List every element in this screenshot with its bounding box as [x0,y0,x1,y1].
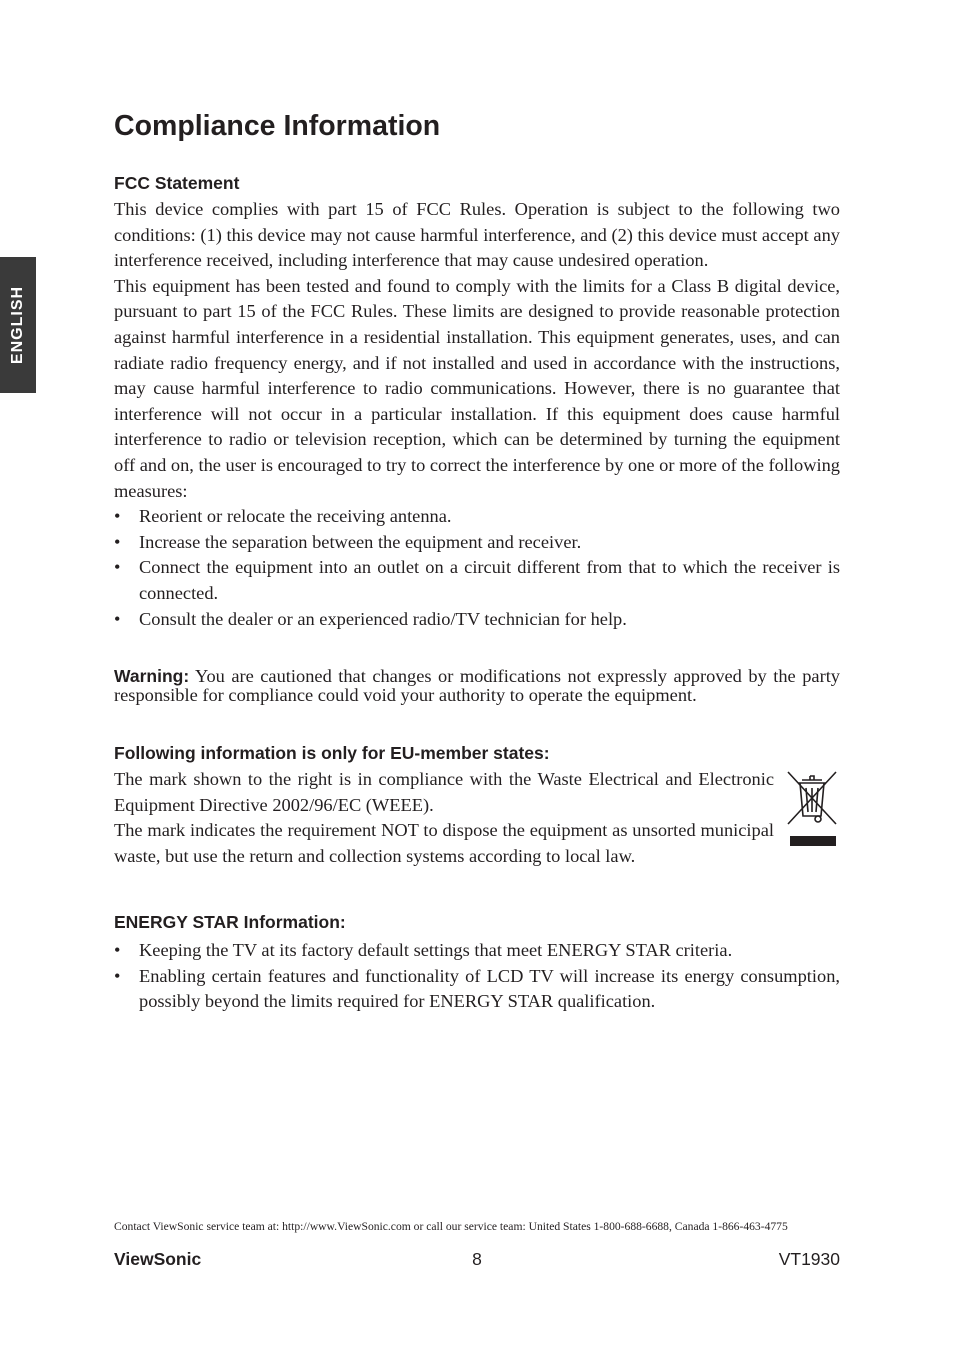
fcc-paragraph-2: This equipment has been tested and found to comply with the limits for a Class B digital device, pursuant to part 15 of the FCC Rules. These limits are designed to provide reasonable protection against harmful interference in a residential installation. This equipment generates, uses, and can radiate radio frequency energy, and if not installed and used in accordance with the instructions, may cause harmful interference to radio communications. However, there is no guarantee that interference will not occur in a particular installation. If this equipment does cause harmful interference to radio or television reception, which can be determined by turning the equipment off and on, the user is encouraged to try to correct the interference by one or more of the following measures: [114,275,840,501]
warning-section [114,667,840,705]
eu-section [114,742,840,869]
eu-heading: Following information is only for EU-member states: [114,743,550,763]
list-item: • Reorient or relocate the receiving antenna. [114,504,840,530]
list-item: • Consult the dealer or an experienced radio/TV technician for help. [114,607,840,633]
page-title: Compliance Information [114,110,441,142]
fcc-measures-list [114,504,840,632]
warning-paragraph [114,667,840,705]
eu-paragraph-2: The mark indicates the requirement NOT to dispose the equipment as unsorted municipal waste, but use the return and collection systems according to local law. [114,820,774,866]
fcc-section [114,172,840,632]
footer-model: VT1930 [778,1249,840,1269]
eu-text [114,767,774,869]
fcc-heading: FCC Statement [114,173,240,193]
page-footer [114,1249,840,1273]
footer-contact: Contact ViewSonic service team at: http://www.ViewSonic.com or call our service team: United States 1-800-688-6688, Canada 1-866-463-4775 [114,1220,788,1233]
energy-star-list [114,938,840,1015]
page-number: 8 [472,1249,482,1269]
crossed-out-wheelie-bin-icon [784,768,840,848]
list-item: • Enabling certain features and functionality of LCD TV will increase its energy consumption, possibly beyond the limits required for ENERGY STAR qualification. [114,964,840,1015]
footer-brand: ViewSonic [114,1249,202,1269]
list-item: • Increase the separation between the equipment and receiver. [114,530,840,556]
warning-text: You are cautioned that changes or modifications not expressly approved by the party responsible for compliance could void your authority to operate the equipment. [114,666,841,705]
list-item: • Connect the equipment into an outlet on a circuit different from that to which the receiver is connected. [114,555,840,606]
list-item: • Keeping the TV at its factory default settings that meet ENERGY STAR criteria. [114,938,840,964]
language-tab [0,257,36,393]
eu-paragraph-1: The mark shown to the right is in compliance with the Waste Electrical and Electronic Equipment Directive 2002/96/EC (WEEE). [114,769,774,815]
language-tab-label: ENGLISH [9,285,26,365]
fcc-paragraph-1: This device complies with part 15 of FCC Rules. Operation is subject to the following two conditions: (1) this device may not cause harmful interference, and (2) this device must accept any interference received, including interference that may cause undesired operation. [114,199,840,271]
energy-star-section [114,911,840,1015]
energy-star-heading: ENERGY STAR Information: [114,912,346,932]
warning-label: Warning: [114,666,190,686]
